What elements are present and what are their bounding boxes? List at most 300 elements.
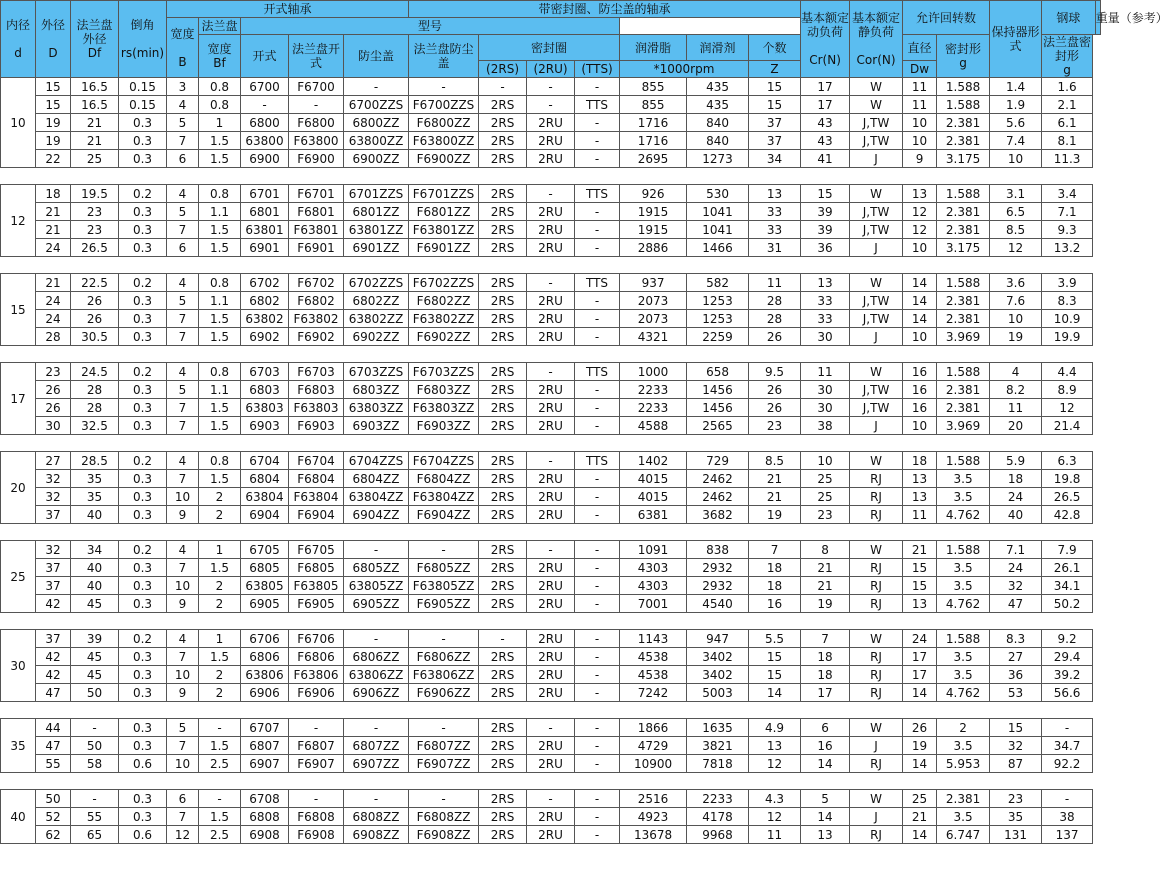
table-cell: RJ [850, 488, 903, 506]
table-cell: F6805ZZ [409, 559, 479, 577]
table-cell: 13 [749, 185, 801, 203]
table-cell: 24 [36, 292, 71, 310]
table-cell: 13 [903, 488, 937, 506]
table-cell: - [241, 96, 289, 114]
table-cell: 15 [903, 577, 937, 595]
table-cell: 28 [749, 310, 801, 328]
table-cell: 11 [990, 399, 1042, 417]
table-cell: 0.8 [199, 96, 241, 114]
table-cell: 9 [167, 595, 199, 613]
table-cell: 1.4 [990, 78, 1042, 96]
table-cell: - [289, 96, 344, 114]
table-cell: 41 [801, 150, 850, 168]
group-spacer [1, 168, 1101, 185]
table-cell: - [344, 790, 409, 808]
table-cell: 1915 [620, 221, 687, 239]
table-cell: - [479, 630, 527, 648]
table-cell: 14 [801, 755, 850, 773]
table-cell: 63804 [241, 488, 289, 506]
table-cell: 4303 [620, 577, 687, 595]
table-cell: 2RS [479, 737, 527, 755]
table-cell: 729 [687, 452, 749, 470]
table-cell: 8.5 [749, 452, 801, 470]
table-cell: J,TW [850, 203, 903, 221]
table-cell: 0.3 [119, 292, 167, 310]
table-cell: 6905ZZ [344, 595, 409, 613]
table-cell: 2.381 [937, 790, 990, 808]
table-body [1, 78, 1101, 844]
table-cell: 2RS [479, 96, 527, 114]
table-cell: 0.3 [119, 719, 167, 737]
table-cell: F6905ZZ [409, 595, 479, 613]
table-cell: W [850, 452, 903, 470]
group-spacer [1, 435, 1101, 452]
table-cell: TTS [575, 452, 620, 470]
table-cell: 34 [71, 541, 119, 559]
table-cell: 12 [749, 755, 801, 773]
table-cell: 63802ZZ [344, 310, 409, 328]
table-cell: 6906 [241, 684, 289, 702]
table-cell: 6903 [241, 417, 289, 435]
table-row [1, 808, 1101, 826]
table-cell: 2RU [527, 737, 575, 755]
table-cell: 2RU [527, 577, 575, 595]
table-cell: 11 [903, 96, 937, 114]
table-cell: 6.5 [990, 203, 1042, 221]
table-cell: 8.5 [990, 221, 1042, 239]
table-cell: 2RU [527, 595, 575, 613]
table-cell: 19.8 [1042, 470, 1093, 488]
table-cell: 58 [71, 755, 119, 773]
table-cell: 6901 [241, 239, 289, 257]
table-cell: 6708 [241, 790, 289, 808]
table-cell: F6803ZZ [409, 381, 479, 399]
table-cell: 2233 [687, 790, 749, 808]
table-cell: 21 [749, 488, 801, 506]
table-cell: 1.1 [199, 381, 241, 399]
table-cell: F63804ZZ [409, 488, 479, 506]
table-cell: 13 [801, 274, 850, 292]
table-cell: 2RS [479, 221, 527, 239]
table-cell: 7 [167, 648, 199, 666]
table-cell: 2RS [479, 470, 527, 488]
table-cell: 10 [990, 150, 1042, 168]
table-cell: 8.9 [1042, 381, 1093, 399]
table-cell: J,TW [850, 114, 903, 132]
table-cell: J,TW [850, 221, 903, 239]
table-row [1, 506, 1101, 524]
table-cell: 9.2 [1042, 630, 1093, 648]
table-cell: 1402 [620, 452, 687, 470]
table-cell: 5.953 [937, 755, 990, 773]
table-cell: 6.3 [1042, 452, 1093, 470]
table-cell: 10 [903, 114, 937, 132]
table-cell: - [575, 755, 620, 773]
table-cell: - [527, 541, 575, 559]
table-cell: 50.2 [1042, 595, 1093, 613]
table-cell: 10 [167, 755, 199, 773]
table-cell: 10 [903, 132, 937, 150]
table-cell: 1.5 [199, 239, 241, 257]
table-cell: 2RS [479, 203, 527, 221]
table-cell: 2RU [527, 292, 575, 310]
table-cell: 28 [749, 292, 801, 310]
table-cell: - [575, 506, 620, 524]
table-cell: 1000 [620, 363, 687, 381]
table-cell: - [344, 630, 409, 648]
table-cell: 4.762 [937, 595, 990, 613]
table-cell: 2RU [527, 755, 575, 773]
table-cell: 14 [749, 684, 801, 702]
table-cell: 1041 [687, 203, 749, 221]
table-cell: 40 [71, 559, 119, 577]
table-cell: 15 [801, 185, 850, 203]
table-cell: 14 [903, 292, 937, 310]
table-cell: 40 [71, 506, 119, 524]
table-cell: 1 [199, 114, 241, 132]
table-row [1, 595, 1101, 613]
table-cell: 6802ZZ [344, 292, 409, 310]
table-cell: F63800 [289, 132, 344, 150]
table-cell: 2RS [479, 826, 527, 844]
table-cell: 2RU [527, 203, 575, 221]
table-cell: 4 [167, 363, 199, 381]
table-cell: 2RS [479, 132, 527, 150]
table-cell: 15 [36, 96, 71, 114]
table-cell: 7 [167, 399, 199, 417]
table-cell: 0.3 [119, 506, 167, 524]
table-cell: 2.381 [937, 399, 990, 417]
col-flange-width: 宽度 Bf [199, 35, 241, 78]
table-cell: 6805ZZ [344, 559, 409, 577]
table-cell: 30 [801, 399, 850, 417]
table-row [1, 328, 1101, 346]
table-cell: 6 [167, 790, 199, 808]
table-cell: 2RS [479, 363, 527, 381]
table-row [1, 559, 1101, 577]
table-cell: 2RS [479, 310, 527, 328]
table-cell: F6801 [289, 203, 344, 221]
table-cell: 13 [903, 185, 937, 203]
table-cell: - [575, 114, 620, 132]
table-cell: 2RU [527, 310, 575, 328]
table-cell: 16.5 [71, 96, 119, 114]
table-cell: F6900ZZ [409, 150, 479, 168]
table-cell: 11 [903, 506, 937, 524]
table-cell: 3.4 [1042, 185, 1093, 203]
table-cell: 23 [71, 203, 119, 221]
table-cell: 22 [36, 150, 71, 168]
table-cell: W [850, 719, 903, 737]
table-cell: W [850, 541, 903, 559]
table-cell: 6702ZZS [344, 274, 409, 292]
table-cell: W [850, 790, 903, 808]
table-cell: 3.175 [937, 150, 990, 168]
table-cell: TTS [575, 96, 620, 114]
table-cell: - [344, 541, 409, 559]
col-weight-flange-sealed: 法兰盘密封形 g [1043, 35, 1092, 77]
table-cell: 1.588 [937, 630, 990, 648]
table-cell: 26.5 [1042, 488, 1093, 506]
table-cell: 6807ZZ [344, 737, 409, 755]
table-cell: 29.4 [1042, 648, 1093, 666]
table-cell: - [575, 684, 620, 702]
table-cell: 4.9 [749, 719, 801, 737]
table-cell: 25 [71, 150, 119, 168]
table-cell: 5 [167, 292, 199, 310]
table-cell: 2462 [687, 470, 749, 488]
table-cell: 4.762 [937, 506, 990, 524]
table-cell: 2.5 [199, 826, 241, 844]
table-cell: 6703 [241, 363, 289, 381]
table-cell: 16 [903, 399, 937, 417]
table-cell: - [575, 559, 620, 577]
table-cell: 0.15 [119, 96, 167, 114]
col-speed-unit: *1000rpm [620, 61, 749, 78]
table-cell: 6706 [241, 630, 289, 648]
table-cell: 1.5 [199, 559, 241, 577]
table-cell: 11 [801, 363, 850, 381]
table-cell: 14 [903, 826, 937, 844]
col-open: 开式 [241, 35, 289, 78]
table-cell: F6902 [289, 328, 344, 346]
table-cell: F63801 [289, 221, 344, 239]
table-cell: 33 [801, 310, 850, 328]
table-cell: 15 [749, 78, 801, 96]
table-cell: 6807 [241, 737, 289, 755]
table-cell: 7 [167, 737, 199, 755]
table-cell: J,TW [850, 310, 903, 328]
table-cell: J,TW [850, 292, 903, 310]
table-cell: 2RS [479, 114, 527, 132]
table-cell: 6700 [241, 78, 289, 96]
table-cell: 4729 [620, 737, 687, 755]
table-cell: - [575, 719, 620, 737]
table-cell: 12 [903, 221, 937, 239]
table-cell: RJ [850, 666, 903, 684]
table-cell: 6808ZZ [344, 808, 409, 826]
table-cell: 5003 [687, 684, 749, 702]
inner-diameter-cell: 15 [1, 274, 36, 346]
table-cell: 838 [687, 541, 749, 559]
table-row [1, 577, 1101, 595]
table-cell: 13678 [620, 826, 687, 844]
inner-diameter-cell: 35 [1, 719, 36, 773]
table-cell: 2RS [479, 648, 527, 666]
table-cell: 44 [36, 719, 71, 737]
table-cell: 17 [801, 684, 850, 702]
table-cell: 63800ZZ [344, 132, 409, 150]
table-cell: 1 [199, 541, 241, 559]
table-cell: 2.381 [937, 221, 990, 239]
table-cell: 1.5 [199, 808, 241, 826]
table-cell: 56.6 [1042, 684, 1093, 702]
table-cell: 3.5 [937, 737, 990, 755]
table-cell: 1.588 [937, 78, 990, 96]
table-cell: 2RU [527, 417, 575, 435]
table-cell: - [344, 78, 409, 96]
table-cell: - [575, 78, 620, 96]
table-cell: 1466 [687, 239, 749, 257]
table-row [1, 826, 1101, 844]
table-cell: 6904 [241, 506, 289, 524]
table-cell: - [575, 648, 620, 666]
table-cell: F6700 [289, 78, 344, 96]
table-cell: 63803ZZ [344, 399, 409, 417]
table-cell: 2RS [479, 666, 527, 684]
table-cell: 3.6 [990, 274, 1042, 292]
table-cell: 2 [199, 684, 241, 702]
table-cell: 26 [71, 310, 119, 328]
table-cell: 14 [903, 684, 937, 702]
table-cell: 2.381 [937, 132, 990, 150]
group-spacer [1, 773, 1101, 790]
table-cell: RJ [850, 595, 903, 613]
table-cell: 3402 [687, 666, 749, 684]
table-cell: F6904ZZ [409, 506, 479, 524]
table-cell: 926 [620, 185, 687, 203]
table-cell: 2RS [479, 417, 527, 435]
table-cell: - [1042, 719, 1093, 737]
col-outer-diameter: 外径 D [36, 1, 71, 78]
table-cell: 21 [801, 577, 850, 595]
table-cell: 6801ZZ [344, 203, 409, 221]
table-cell: 2073 [620, 310, 687, 328]
table-cell: 35 [990, 808, 1042, 826]
table-cell: 6802 [241, 292, 289, 310]
table-cell: - [289, 719, 344, 737]
table-cell: 10.9 [1042, 310, 1093, 328]
table-cell: 2RU [527, 470, 575, 488]
table-cell: 45 [71, 648, 119, 666]
col-dynamic-load: 基本额定动负荷 Cr(N) [801, 1, 850, 78]
table-cell: 14 [903, 310, 937, 328]
table-cell: J [850, 239, 903, 257]
table-cell: 6705 [241, 541, 289, 559]
table-cell: 6 [167, 150, 199, 168]
table-cell: 17 [903, 648, 937, 666]
table-cell: - [575, 239, 620, 257]
table-cell: F63802ZZ [409, 310, 479, 328]
col-ball-count: 个数 [749, 35, 801, 61]
table-cell: F6704ZZS [409, 452, 479, 470]
table-cell: 19 [36, 132, 71, 150]
table-cell: 6703ZZS [344, 363, 409, 381]
table-cell: 1.5 [199, 310, 241, 328]
table-cell: 2.381 [937, 310, 990, 328]
table-cell: 4303 [620, 559, 687, 577]
table-cell: 39 [801, 203, 850, 221]
table-cell: 37 [749, 132, 801, 150]
table-cell: 25 [801, 488, 850, 506]
table-cell: 4588 [620, 417, 687, 435]
table-cell: 1635 [687, 719, 749, 737]
table-cell: - [575, 203, 620, 221]
table-cell: 1091 [620, 541, 687, 559]
table-cell: 5 [167, 203, 199, 221]
table-cell: 1253 [687, 292, 749, 310]
table-cell: 2RU [527, 559, 575, 577]
table-cell: 6907ZZ [344, 755, 409, 773]
table-cell: - [575, 417, 620, 435]
table-cell: 2 [199, 595, 241, 613]
table-cell: 137 [1042, 826, 1093, 844]
table-cell: 7.1 [1042, 203, 1093, 221]
table-cell: 0.3 [119, 666, 167, 684]
table-cell: 11.3 [1042, 150, 1093, 168]
table-cell: 435 [687, 78, 749, 96]
table-cell: 34 [749, 150, 801, 168]
table-cell: 63806 [241, 666, 289, 684]
table-cell: 32 [990, 737, 1042, 755]
table-cell: 15 [36, 78, 71, 96]
table-cell: 13 [801, 826, 850, 844]
table-cell: 2RS [479, 488, 527, 506]
table-cell: 5 [167, 381, 199, 399]
table-cell: 5 [167, 114, 199, 132]
table-cell: 55 [36, 755, 71, 773]
table-cell: W [850, 274, 903, 292]
table-cell: 32.5 [71, 417, 119, 435]
table-row [1, 790, 1101, 808]
table-cell: TTS [575, 363, 620, 381]
table-cell: 55 [71, 808, 119, 826]
table-cell: F6808 [289, 808, 344, 826]
table-cell: 43 [801, 132, 850, 150]
table-cell: 21 [801, 559, 850, 577]
table-cell: 435 [687, 96, 749, 114]
table-row [1, 399, 1101, 417]
table-cell: 4.762 [937, 684, 990, 702]
table-cell: 24 [990, 559, 1042, 577]
table-cell: 19 [36, 114, 71, 132]
group-spacer [1, 257, 1101, 274]
table-cell: 2RU [527, 684, 575, 702]
table-cell: - [575, 399, 620, 417]
table-cell: 2RU [527, 132, 575, 150]
table-cell: 4 [167, 630, 199, 648]
table-row [1, 737, 1101, 755]
table-cell: 7 [167, 328, 199, 346]
table-cell: 15 [749, 648, 801, 666]
table-cell: 24 [36, 310, 71, 328]
table-cell: 6907 [241, 755, 289, 773]
table-cell: 0.2 [119, 541, 167, 559]
table-cell: 5.9 [990, 452, 1042, 470]
table-cell: 24 [990, 488, 1042, 506]
table-cell: - [575, 666, 620, 684]
table-cell: 4015 [620, 488, 687, 506]
table-cell: 0.8 [199, 185, 241, 203]
table-cell: 16.5 [71, 78, 119, 96]
table-cell: 42 [36, 666, 71, 684]
table-cell: J [850, 808, 903, 826]
table-cell: 2259 [687, 328, 749, 346]
table-cell: 0.3 [119, 150, 167, 168]
table-cell: 9.3 [1042, 221, 1093, 239]
table-cell: 47 [36, 737, 71, 755]
table-cell: 2565 [687, 417, 749, 435]
table-cell: 6900 [241, 150, 289, 168]
table-cell: 7.6 [990, 292, 1042, 310]
table-cell: 3.969 [937, 417, 990, 435]
table-row [1, 755, 1101, 773]
table-cell: RJ [850, 755, 903, 773]
table-cell: 9 [903, 150, 937, 168]
table-cell: 2 [199, 666, 241, 684]
table-cell: 63800 [241, 132, 289, 150]
table-cell: 32 [36, 470, 71, 488]
